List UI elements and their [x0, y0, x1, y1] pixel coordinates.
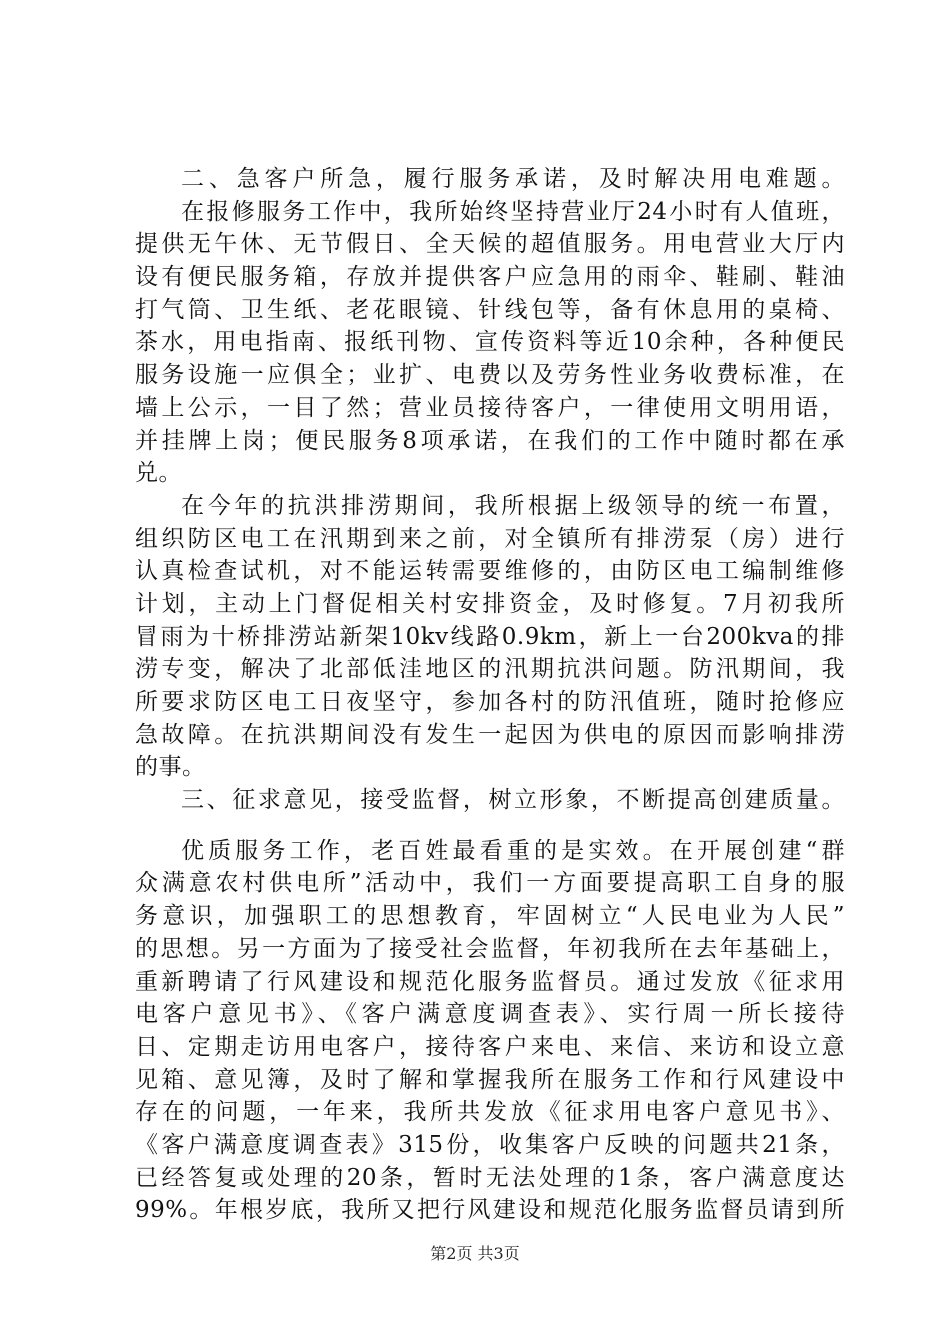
paragraph-line: 涝专变，解决了北部低洼地区的汛期抗洪问题。防汛期间，我	[135, 656, 845, 683]
paragraph-line: 见箱、意见簿，及时了解和掌握我所在服务工作和行风建设中	[135, 1066, 845, 1093]
paragraph-line: 众满意农村供电所”活动中，我们一方面要提高职工自身的服	[135, 870, 845, 897]
paragraph-line: 电客户意见书》、《客户满意度调查表》、实行周一所长接待	[135, 1001, 845, 1028]
paragraph-line: 存在的问题，一年来，我所共发放《征求用电客户意见书》、	[135, 1099, 845, 1126]
paragraph-line: 在报修服务工作中，我所始终坚持营业厅24小时有人值班，	[181, 198, 845, 225]
paragraph-line: 冒雨为十桥排涝站新架10kv线路0.9km，新上一台200kva的排	[135, 623, 845, 650]
paragraph-line: 打气筒、卫生纸、老花眼镜、针线包等，备有休息用的桌椅、	[135, 296, 845, 323]
section-heading-2: 二、急客户所急，履行服务承诺，及时解决用电难题。	[181, 166, 845, 192]
paragraph-line: 并挂牌上岗；便民服务8项承诺，在我们的工作中随时都在承	[135, 427, 845, 454]
paragraph-line: 茶水，用电指南、报纸刊物、宣传资料等近10余种，各种便民	[135, 329, 845, 356]
paragraph-line: 急故障。在抗洪期间没有发生一起因为供电的原因而影响排涝	[135, 721, 845, 748]
paragraph-line: 计划，主动上门督促相关村安排资金，及时修复。7月初我所	[135, 590, 845, 617]
paragraph-line: 在今年的抗洪排涝期间，我所根据上级领导的统一布置，	[181, 492, 845, 519]
paragraph-line: 《客户满意度调查表》315份，收集客户反映的问题共21条，	[135, 1131, 845, 1158]
paragraph-line: 兑。	[135, 460, 182, 487]
paragraph-line: 99%。年根岁底，我所又把行风建设和规范化服务监督员请到所	[135, 1197, 845, 1224]
paragraph-line: 务意识，加强职工的思想教育，牢固树立“人民电业为人民”	[135, 903, 845, 930]
paragraph-line: 组织防区电工在汛期到来之前，对全镇所有排涝泵（房）进行	[135, 525, 845, 552]
paragraph-line: 已经答复或处理的20条，暂时无法处理的1条，客户满意度达	[135, 1164, 845, 1191]
page-number-footer: 第2页 共3页	[430, 1244, 520, 1263]
paragraph-line: 优质服务工作，老百姓最看重的是实效。在开展创建“群	[181, 837, 845, 864]
section-heading-3: 三、征求意见，接受监督，树立形象，不断提高创建质量。	[181, 787, 845, 814]
paragraph-gap	[135, 817, 845, 835]
paragraph-line: 墙上公示，一目了然；营业员接待客户，一律使用文明用语，	[135, 394, 845, 421]
paragraph-line: 的事。	[135, 754, 206, 781]
paragraph-line: 提供无午休、无节假日、全天候的超值服务。用电营业大厅内	[135, 231, 845, 258]
paragraph-line: 重新聘请了行风建设和规范化服务监督员。通过发放《征求用	[135, 968, 845, 995]
paragraph-line: 日、定期走访用电客户，接待客户来电、来信、来访和设立意	[135, 1033, 845, 1060]
paragraph-line: 服务设施一应俱全；业扩、电费以及劳务性业务收费标准，在	[135, 362, 845, 389]
document-body	[135, 163, 845, 1227]
paragraph-line: 设有便民服务箱，存放并提供客户应急用的雨伞、鞋刷、鞋油	[135, 264, 845, 291]
paragraph-line: 所要求防区电工日夜坚守，参加各村的防汛值班，随时抢修应	[135, 689, 845, 715]
paragraph-line: 认真检查试机，对不能运转需要维修的，由防区电工编制维修	[135, 558, 845, 585]
paragraph-line: 的思想。另一方面为了接受社会监督，年初我所在去年基础上，	[135, 935, 845, 962]
